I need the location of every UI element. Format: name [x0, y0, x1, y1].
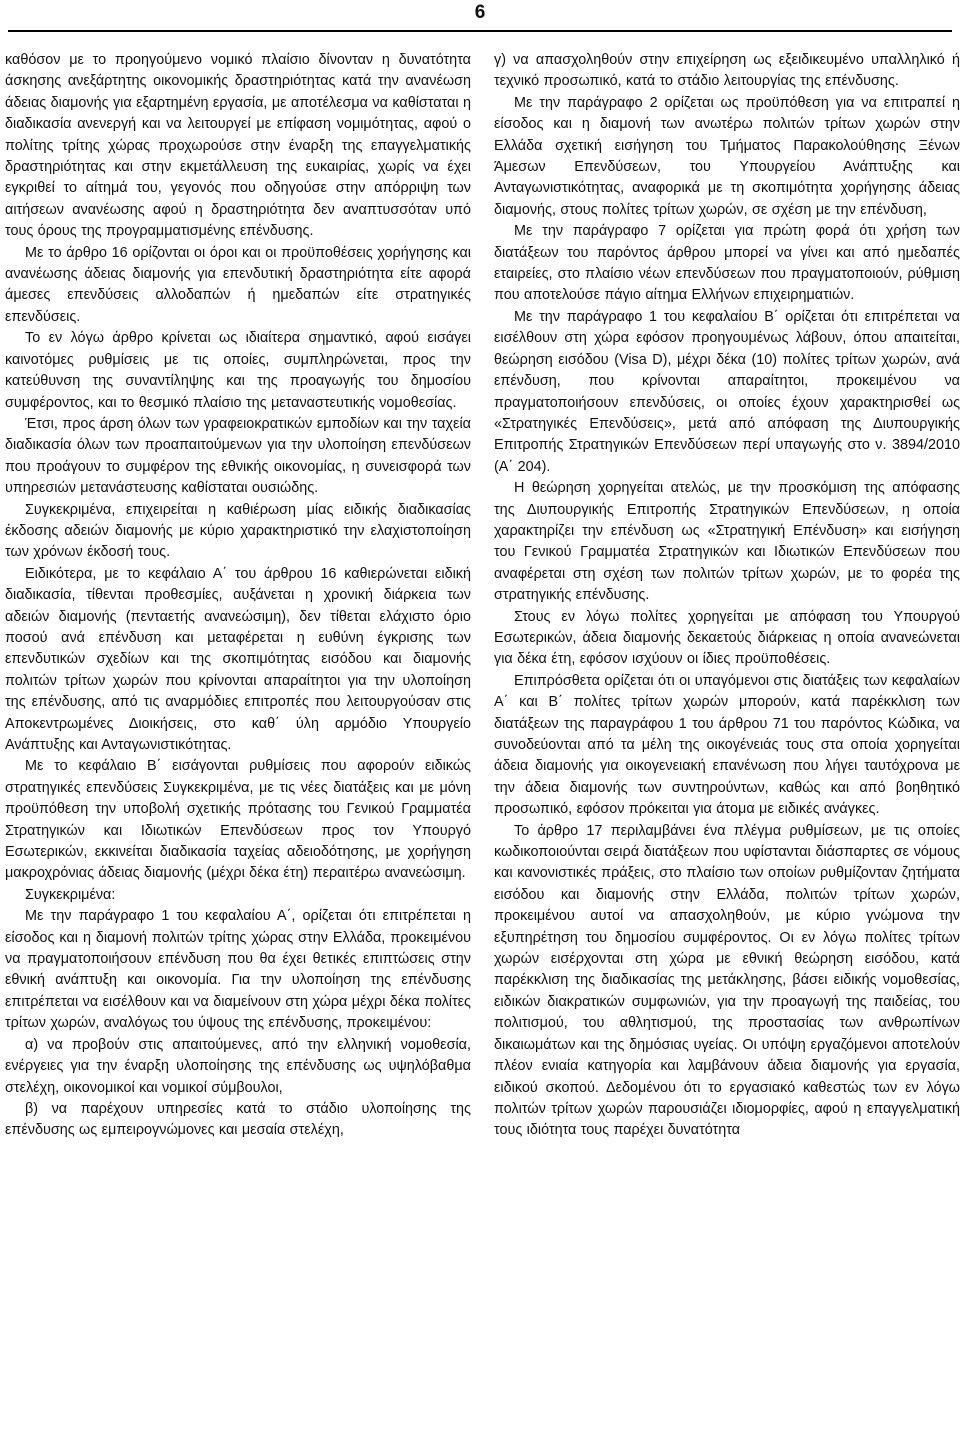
paragraph: Με το άρθρο 16 ορίζονται οι όροι και οι προϋποθέσεις χορήγησης και ανανέωσης άδειας διαμονής για επενδυτική δραστηριότητα είτε αφορά άμεσες επενδύσεις αλλοδαπών ή ημεδαπών είτε στρατηγικές επενδύσεις.: [5, 244, 471, 325]
paragraph: Έτσι, προς άρση όλων των γραφειοκρατικών εμποδίων και την ταχεία διαδικασία όλων των προαπαιτούμενων για την υλοποίηση επενδύσεων που προάγουν το συμφέρον της εθνικής οικονομίας, η συνεισφορά των υπηρεσιών μετανάστευσης καθίσταται ουσιώδης.: [5, 415, 471, 497]
paragraph: Το εν λόγω άρθρο κρίνεται ως ιδιαίτερα σημαντικό, αφού εισάγει καινοτόμες ρυθμίσεις με τις οποίες, συμπληρώνεται, προς την κατεύθυνση της συναντίληψης και της προαγωγής του δημοσίου συμφέροντος, και το θεσμικό πλαίσιο της μεταναστευτικής νομοθεσίας.: [5, 330, 471, 411]
paragraph: Η θεώρηση χορηγείται ατελώς, με την προσκόμιση της απόφασης της Διυπουργικής Επιτροπής Στρατηγικών Επενδύσεων, η οποία χαρακτηρίζει την επένδυση ως «Στρατηγική Επένδυση» και εισήγηση του Γενικού Γραμματέα Στρατηγικών και Ιδιωτικών Επενδύσεων που αναφέρεται στη σχέση των πολιτών τρίτων χωρών, με το φορέα της στρατηγικής επένδυσης.: [494, 480, 960, 604]
paragraph: γ) να απασχοληθούν στην επιχείρηση ως εξειδικευμένο υπαλληλικό ή τεχνικό προσωπικό, κατά το στάδιο λειτουργίας της επένδυσης.: [494, 52, 960, 90]
left-column: [5, 50, 471, 1142]
header-rule: [8, 30, 952, 32]
paragraph: Στους εν λόγω πολίτες χορηγείται με απόφαση του Υπουργού Εσωτερικών, άδεια διαμονής δεκαετούς διάρκειας η οποία ανανεώνεται για δέκα έτη, εφόσον ισχύουν οι ίδιες προϋποθέσεις.: [494, 608, 960, 668]
paragraph: β) να παρέχουν υπηρεσίες κατά το στάδιο υλοποίησης της επένδυσης ως εμπειρογνώμονες και μεσαία στελέχη,: [5, 1100, 471, 1139]
page-number: 6: [474, 2, 486, 23]
paragraph: Συγκεκριμένα:: [25, 886, 116, 903]
paragraph: Με την παράγραφο 1 του κεφαλαίου Β΄ ορίζεται ότι επιτρέπεται να εισέλθουν στη χώρα εφόσον προηγουμένως λάβουν, όπου απαιτείται, θεώρηση εισόδου (Visa D), μέχρι δέκα (10) πολίτες τρίτων χωρών, ανά επένδυση, που κρίνονται απαραίτητοι, προκειμένου να πραγματοποιήσουν επενδύσεις, οι οποίες έχουν χαρακτηρισθεί ως «Στρατηγικές Επενδύσεις», μετά από απόφαση της Διυπουργικής Επιτροπής Στρατηγικών Επενδύσεων περί υπαγωγής στο ν. 3894/2010 (Α΄ 204).: [494, 308, 960, 475]
paragraph: Με την παράγραφο 1 του κεφαλαίου Α΄, ορίζεται ότι επιτρέπεται η είσοδος και η διαμονή πολιτών τρίτης χώρας στην Ελλάδα, προκειμένου να πραγματοποιήσουν επένδυση που θα έχει θετικές επιπτώσεις στην εθνική ανάπτυξη και οικονομία. Για την υλοποίηση της επένδυσης επιτρέπεται να εισέλθουν και να διαμείνουν στη χώρα μέχρι δέκα πολίτες τρίτων χωρών, αναλόγως του ύψους της επένδυσης, προκειμένου:: [5, 908, 471, 1032]
paragraph: Με την παράγραφο 2 ορίζεται ως προϋπόθεση για να επιτραπεί η είσοδος και η διαμονή των ανωτέρω πολιτών τρίτων χωρών στην Ελλάδα σχετική εισήγηση του Τμήματος Παρακολούθησης Ξένων Άμεσων Επενδύσεων, του Υπουργείου Ανάπτυξης και Ανταγωνιστικότητας, αναφορικά με τη σκοπιμότητα χορήγησης άδειας διαμονής, στους πολίτες τρίτων χωρών, σε σχέση με την επένδυση,: [494, 94, 960, 218]
paragraph: Το άρθρο 17 περιλαμβάνει ένα πλέγμα ρυθμίσεων, με τις οποίες κωδικοποιούνται σειρά διατάξεων που υφίστανται διάσπαρτες σε νόμους και κανονιστικές πράξεις, στο πλαίσιο των οποίων ρυθμίζονταν ζητήματα εισόδου και διαμονής στην Ελλάδα, πολιτών τρίτων χωρών, προκειμένου αυτοί να απασχοληθούν, με κύριο γνώμονα την εξυπηρέτηση του δημοσίου συμφέροντος. Οι εν λόγω πολίτες τρίτων χωρών εισέρχονται στη χώρα με εθνική θεώρηση εισόδου, κατά παρέκκλιση της διαδικασίας της μετάκλησης, βάσει ειδικής νομοθεσίας, ειδικών διακρατικών συμφωνιών, για την προαγωγή της παιδείας, του πολιτισμού, του αθλητισμού, της προστασίας των ανθρωπίνων δικαιωμάτων και της δημόσιας υγείας. Οι υπόψη εργαζόμενοι αποτελούν πλέον ενιαία κατηγορία και λαμβάνουν άδεια διαμονής για εργασία, ειδικού σκοπού. Δεδομένου ότι το εργασιακό καθεστώς των εν λόγω πολιτών τρίτων χωρών παρουσιάζει ιδιομορφίες, αφού η επαγγελματική τους ιδιότητα τους παρέχει δυνατότητα: [494, 822, 960, 1139]
paragraph: Με την παράγραφο 7 ορίζεται για πρώτη φορά ότι χρήση των διατάξεων του παρόντος άρθρου μπορεί να γίνει και από ημεδαπές εταιρείες, στο πλαίσιο νέων επενδύσεων που πραγματοποιούν, ρύθμιση που αποτελούσε πάγιο αίτημα Ελλήνων επιχειρηματιών.: [494, 223, 960, 304]
paragraph: Με το κεφάλαιο Β΄ εισάγονται ρυθμίσεις που αφορούν ειδικώς στρατηγικές επενδύσεις Συγκεκριμένα, με τις νέες διατάξεις και με μόνη προϋπόθεση την υποβολή σχετικής πρότασης του Γενικού Γραμματέα Στρατηγικών και Ιδιωτικών Επενδύσεων προς τον Υπουργό Εσωτερικών, εκκινείται διαδικασία ταχείας αδειοδότησης, με χορήγηση μακροχρόνιας άδειας διαμονής (μέχρι δέκα έτη) περαιτέρω ανανεώσιμη.: [5, 758, 471, 882]
paragraph: καθόσον με το προηγούμενο νομικό πλαίσιο δίνονταν η δυνατότητα άσκησης ανεξάρτητης οικονομικής δραστηριότητας κατά την ανανέωση άδειας διαμονής για εξαρτημένη εργασία, με αποτέλεσμα να καθίσταται η διαδικασία ανενεργή και να λειτουργεί με επίφαση νομιμότητας, αφού ο πολίτης τρίτης χώρας προχωρούσε στην έναρξη της επαγγελματικής δραστηριότητας και στην εκμετάλλευση της ευκαιρίας, χωρίς να έχει εγκριθεί το αίτημά του, γεγονός που οδηγούσε στην απόρριψη των αιτήσεων ανανέωσης αφού η δραστηριότητα δεν αναπτυσσόταν υπό τους όρους της προγραμματισμένης επένδυσης.: [5, 52, 471, 240]
paragraph: Επιπρόσθετα ορίζεται ότι οι υπαγόμενοι στις διατάξεις των κεφαλαίων Α΄ και Β΄ πολίτες τρίτων χωρών μπορούν, κατά παρέκκλιση των διατάξεων της παραγράφου 1 του άρθρου 71 του παρόντος Κώδικα, να συνοδεύονται από τα μέλη της οικογένειάς τους στα οποία χορηγείται άδεια διαμονής για οικογενειακή επανένωση που λήγει ταυτόχρονα με την άδεια διαμονής των συντηρούντων, καθώς και από βοηθητικό προσωπικό, εφόσον πρόκειται για άτομα με ειδικές ανάγκες.: [494, 672, 960, 818]
paragraph: Ειδικότερα, με το κεφάλαιο Α΄ του άρθρου 16 καθιερώνεται ειδική διαδικασία, τίθενται προθεσμίες, αυξάνεται η χρονική διάρκεια των αδειών διαμονής (πενταετής ανανεώσιμη), δεν τίθεται ελάχιστο όριο ποσού ανά επένδυση και μεταφέρεται η ευθύνη έγκρισης των επενδυτικών σχεδίων και της σκοπιμότητας εισόδου και διαμονής πολιτών τρίτων χωρών που κρίνονται απαραίτητοι για την υλοποίηση της επένδυσης, από τις αναρμόδιες επιτροπές που λειτουργούσαν στις Αποκεντρωμένες Διοικήσεις, στο καθ΄ ύλη αρμόδιο Υπουργείο Ανάπτυξης και Ανταγωνιστικότητας.: [5, 565, 471, 753]
paragraph: Συγκεκριμένα, επιχειρείται η καθιέρωση μίας ειδικής διαδικασίας έκδοσης αδειών διαμονής με κύριο χαρακτηριστικό την ελαχιστοποίηση των χρόνων έκδοσή τους.: [5, 501, 471, 561]
paragraph: α) να προβούν στις απαιτούμενες, από την ελληνική νομοθεσία, ενέργειες για την έναρξη υλοποίησης της επένδυσης ως υψηλόβαθμα στελέχη, οικονομικοί και νομικοί σύμβουλοι,: [5, 1036, 471, 1096]
right-column: [494, 50, 960, 1142]
